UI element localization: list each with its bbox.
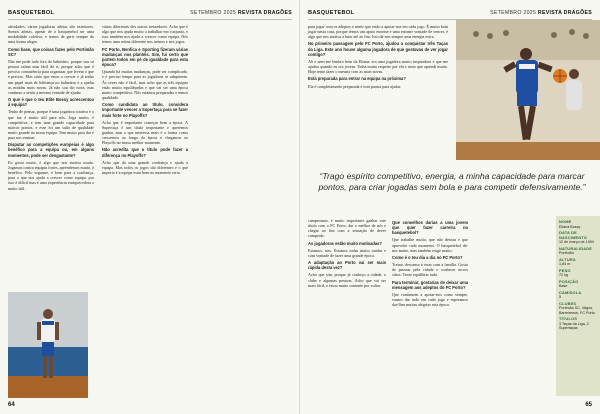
right-column-1 <box>308 24 448 91</box>
interview-question: FC Porto, Benfica e Sporting fizeram várias mudanças nos plantéis. Sim, fui certo que partem todos em pé de igualdade para esta época? <box>102 46 188 68</box>
right-page-header <box>308 8 592 18</box>
interview-question: Não acredita que o título pode fazer a diferença no Playoffs? <box>102 147 188 158</box>
interview-answer: Não me pode toda fora do balneário, porque sou só pessoa calma mas fácil de ir, porque acho que é preciso consistência para organizar que levem o que é preciso. Mas sinto que estou a crescer e já tenho um papel mais de liderança no balneário e a ajudar as miúdas mais novas. Já não sou tão nova, mas continuo a sentir a mesma vontade de ajudar. <box>8 58 94 95</box>
interview-answer: Treino, descanso e estar com a família. Gosto de passear pela cidade e conhecer novos sítios. Tento equilibrar tudo. <box>392 262 468 278</box>
interview-question: A adaptação ao Porto vai ser mais rápida desta vez? <box>308 260 386 271</box>
issue-info <box>190 10 292 16</box>
interview-answer: Tenho de pensar, porque é uma jogadora criativa e o que faz é muito útil para nós. Joga muito, é competitiva, e tem uma grande capacidade para marcar pontos, e esse foi um salto de qualidade muito grande na nossa equipa. Tem muito para dar e para nos ensinar. <box>8 109 94 141</box>
issue-date: SETEMBRO 2025 <box>190 10 237 16</box>
factbox-label: CLUBES <box>559 300 577 306</box>
factbox-value: 12 de março de 1994 <box>559 240 594 245</box>
interview-answer: Eu gosto muito, é algo que nos motiva muito. Jogamos contra equipas fortes, aprendemos muito, é benéfico. Pelo seguinte, é bom para a confiança, para o que nos ajuda a crescer como equipa, por isso é difícil mas é uma experiência enriquecedora e muito útil. <box>8 159 94 191</box>
factbox-label: DATA DE NASCIMENTO <box>559 230 588 240</box>
section-title-right: BASQUETEBOL <box>308 10 355 16</box>
interview-answer: Que trabalhe muito, que não desista e que aproveite cada momento. O basquetebol dá-nos muito, mas também exige muito. <box>392 237 468 253</box>
factbox-label: CAMISOLA <box>559 289 582 295</box>
interview-answer: atividades, várias jogadoras atletas são exteriores. Somos atletas, apesar de o basquetebol ser uma modalidade coletiva, e temos de gerir sempre de uma forma alegre. <box>8 24 94 45</box>
factbox-label: ALTURA <box>559 256 576 262</box>
player-illustration <box>8 292 88 398</box>
magazine-name: REVISTA DRAGÕES <box>237 10 292 16</box>
interview-answer: Ela é completamente preparada e está pronta para ajudar. <box>308 83 402 89</box>
header-rule <box>8 19 292 20</box>
factbox-value: 1,84 m <box>559 262 571 267</box>
interview-question: Disputar as competições europeias é algo benéfico para a equipa ou, em alguns momentos, pode ser desgastante? <box>8 142 94 158</box>
interview-question: Que conselhos darias a uma jovem que quer fazer carreira no basquetebol? <box>392 220 468 236</box>
player-photo-right <box>456 20 600 160</box>
interview-question: Para terminar, gostarias de deixar uma mensagem aos adeptos do FC Porto? <box>392 279 468 290</box>
page-number-left: 64 <box>8 402 15 408</box>
factbox-value: Portimão SC, Vagos, Barreirense, FC Porto <box>559 306 595 315</box>
player-photo-left <box>8 292 88 398</box>
player-factbox <box>556 216 600 396</box>
factbox-value: Eliana Bossy <box>559 224 581 229</box>
interview-answer: Quando há muitas mudanças, pode ser complicado, e é preciso tempo para as jogadoras se adaptarem. Às vezes não é fácil, mas acho que as três equipas estão muito equilibradas e que vai ser uma época muito competitiva. Nós estamos preparadas e temos qualidade. <box>102 69 188 101</box>
interview-question: As jogadoras estão muito motivadas? <box>308 240 382 246</box>
factbox-label: NOME <box>559 219 572 224</box>
factbox-label: NATURALIDADE <box>559 245 593 251</box>
pull-quote: “Trago espírito competitivo, energia, a minha capacidade para marcar pontos, para criar jogadas sem bola e para competir defensivamente.” <box>318 171 586 192</box>
factbox-label: PESO <box>559 267 571 273</box>
factbox-label: POSIÇÃO <box>559 278 579 284</box>
interview-answer: Estamos, sim. Estamos todas muito unidas e com vontade de fazer uma grande época. <box>308 247 386 258</box>
magazine-name-right: REVISTA DRAGÕES <box>537 10 592 16</box>
interview-question: Como é o teu dia a dia no FC Porto? <box>392 254 463 260</box>
interview-answer: várias diferentes dos outros treinadores. Acho que é algo que nos ajuda muito a trabalhar em conjunto, e isso também nos ajuda a crescer como equipa. Nós temos uma rotina diferente nos treinos e nos jogos. <box>102 24 188 45</box>
page-number-right: 65 <box>585 402 592 408</box>
action-shot-illustration <box>456 20 600 160</box>
left-page-header <box>8 8 292 18</box>
right-column-3 <box>392 218 468 309</box>
interview-question: No primeiro passagem pelo FC Porto, ajudou a conquistar três Taças da Liga. Este ano houve alguma jogadora de que gostavas de ver jogar contigo? <box>308 41 448 57</box>
interview-answer: campeonato, é muito importante ganhar este título com o FC Porto, dar o melhor de nós e chegar ao fim com a sensação de dever cumprido. <box>308 218 386 239</box>
left-column-1 <box>8 24 94 193</box>
interview-answer: Ah e nem me lembro bem da Eliana, era uma jogadora muito inspiradora e que me ajudou quando eu era jovem. Tinha muito respeito por ela e sinto que aprendi muito. Hoje tento fazer o mesmo com as mais novas. <box>308 58 448 75</box>
interview-answer: Acho que dá uma grande confiança e ajuda a equipa. Mas todos os jogos são diferentes e o que importa é a equipa estar bem no momento certo. <box>102 159 188 176</box>
section-title: BASQUETEBOL <box>8 10 55 16</box>
issue-info-right <box>490 10 592 16</box>
interview-question: Está preparada para entrar na equipa na próxima? <box>308 76 406 82</box>
factbox-value: Base <box>559 284 568 289</box>
interview-answer: Acho que sim, porque já conheço a cidade, o clube e algumas pessoas. Acho que vai ser mais fácil, e estou muito contente por voltar. <box>308 272 386 288</box>
interview-question: Como candidata ao título, considera importante vencer a Supertaça para se fazer mais forte no Playoffs? <box>102 102 189 118</box>
factbox-label: TÍTULOS <box>559 316 578 321</box>
interview-question: Como base, que coisas fazes pelo Portimão SC? <box>8 46 94 57</box>
right-column-2 <box>308 218 386 290</box>
left-column-2 <box>102 24 188 177</box>
interview-question: O que é que o teu Elite Bossy acrescentou à equipa? <box>8 97 94 108</box>
issue-date-right: SETEMBRO 2025 <box>490 10 537 16</box>
interview-answer: Acho que é importante começar bem a época. A Supertaça é um título importante e queremos ganhar, mas o que interessa mais é a forma como crescemos ao longo da época e chegamos ao Playoffs no nosso melhor momento. <box>102 119 188 146</box>
interview-answer: para jogar com os adeptos e sentir que estão a apoiar-nos em cada jogo. É muito bom jogar nesta casa, porque temos um apoio enorme e uma enorme vontade de vencer, é algo que nos motiva a lutar até ao fim. Isso dá-nos sempre uma energia extra. <box>308 24 448 40</box>
factbox-value: 72 kg <box>559 273 569 278</box>
factbox-value: 3 Taças da Liga, 2 Supertaças <box>559 321 589 330</box>
factbox-value: 5 <box>559 295 562 300</box>
factbox-value: Portimão <box>559 251 574 256</box>
interview-answer: Que continuem a apoiar-nos como sempre, vamos dar tudo em cada jogo e esperamos dar-lhes muitas alegrias esta época. <box>392 291 468 308</box>
